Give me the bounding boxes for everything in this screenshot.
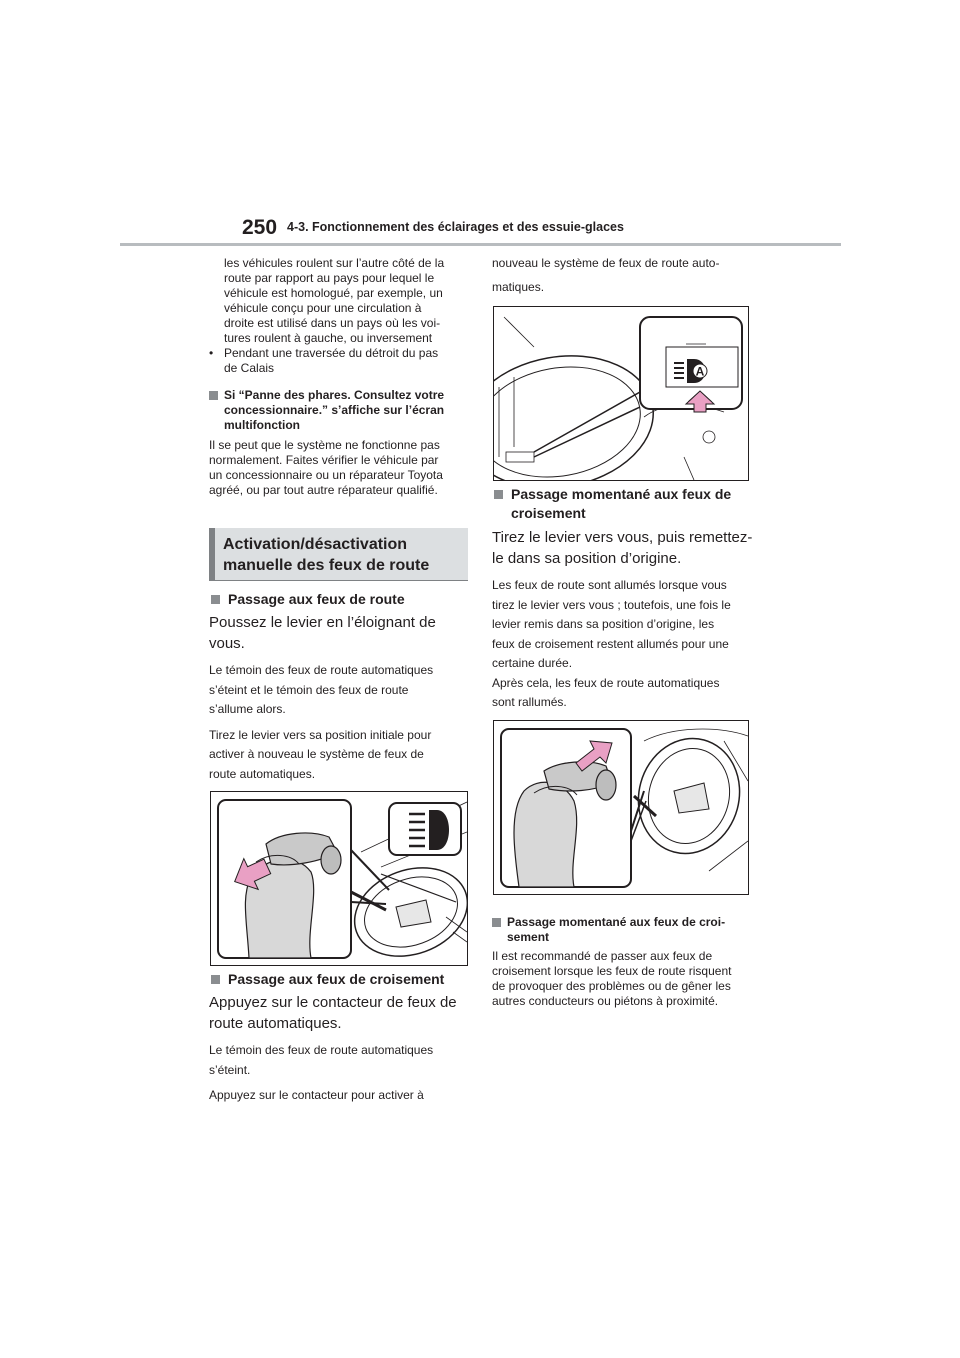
figure-push-lever bbox=[210, 791, 468, 966]
text-line: Le témoin des feux de route automatiques bbox=[209, 1043, 434, 1057]
text-line: Appuyez sur le contacteur pour activer à bbox=[209, 1088, 424, 1102]
text-line: droite est utilisé dans un pays où les voi- bbox=[224, 316, 441, 330]
auto-badge-letter: A bbox=[695, 364, 705, 379]
text-line: levier remis dans sa position d’origine, les bbox=[492, 617, 715, 631]
text-line: concessionnaire.” s’affiche sur l’écran bbox=[224, 403, 445, 417]
square-bullet-icon bbox=[492, 918, 501, 927]
high-beam-heading bbox=[209, 590, 471, 609]
text-line: activer à nouveau le système de feux de bbox=[209, 747, 424, 761]
text-line: route par rapport au pays pour lequel le bbox=[224, 271, 435, 285]
auto-switch-illustration bbox=[494, 307, 748, 480]
text-line: véhicule conçu pour une circulation à bbox=[224, 301, 422, 315]
text-line: feux de croisement restent allumés pour une bbox=[492, 636, 729, 651]
note-heading bbox=[492, 915, 754, 945]
text-line: Appuyez sur le contacteur de feux de bbox=[209, 994, 457, 1011]
text-line: vous. bbox=[209, 635, 245, 652]
note-section bbox=[492, 915, 754, 1009]
text-line: matiques. bbox=[492, 279, 545, 294]
text-line: sont rallumés. bbox=[492, 695, 567, 709]
low-beam-instruction bbox=[209, 992, 471, 1034]
square-bullet-icon bbox=[209, 391, 218, 400]
note-body bbox=[492, 949, 754, 1009]
text-line: certaine durée. bbox=[492, 656, 573, 670]
continued-paragraph bbox=[209, 256, 471, 346]
heading-text: Passage aux feux de route bbox=[228, 591, 405, 607]
text-line: Tirez le levier vers vous, puis remettez- bbox=[492, 529, 753, 546]
header-rule bbox=[120, 243, 841, 246]
text-line: autres conducteurs ou piétons à proximité. bbox=[492, 994, 719, 1008]
high-beam-body bbox=[209, 661, 471, 720]
text-line: de Calais bbox=[224, 361, 275, 375]
figure-pull-lever bbox=[493, 720, 749, 895]
banner-line: Activation/désactivation bbox=[223, 536, 408, 553]
text-line: Il se peut que le système ne fonctionne pas bbox=[209, 438, 440, 452]
text-line: s’allume alors. bbox=[209, 702, 286, 716]
text-line: les véhicules roulent sur l’autre côté de la bbox=[224, 256, 445, 270]
text-line: s’éteint et le témoin des feux de route bbox=[209, 682, 409, 697]
high-beam-section bbox=[209, 590, 471, 784]
low-beam-section bbox=[209, 970, 471, 1106]
text-line: Les feux de route sont allumés lorsque vous bbox=[492, 578, 727, 592]
push-lever-illustration bbox=[211, 792, 467, 965]
text-line: croisement lorsque les feux de route risquent bbox=[492, 964, 732, 978]
text-line: tures roulent à gauche, ou inversement bbox=[224, 331, 433, 345]
momentary-instruction bbox=[492, 527, 754, 569]
high-beam-body-2 bbox=[209, 726, 471, 785]
text-line: tirez le levier vers vous ; toutefois, une fois le bbox=[492, 597, 731, 612]
text-line: agréé, ou par tout autre réparateur qualifié. bbox=[209, 483, 438, 497]
square-bullet-icon bbox=[494, 490, 503, 499]
text-line: nouveau le système de feux de route auto- bbox=[492, 256, 720, 270]
text-line: Tirez le levier vers sa position initiale pour bbox=[209, 727, 432, 742]
text-line: Après cela, les feux de route automatiques bbox=[492, 675, 720, 690]
momentary-heading bbox=[492, 485, 754, 523]
text-line: Le témoin des feux de route automatiques bbox=[209, 663, 434, 677]
text-line: Pendant une traversée du détroit du pas bbox=[224, 346, 439, 360]
text-line: Il est recommandé de passer aux feux de bbox=[492, 949, 713, 963]
section-title: 4-3. Fonctionnement des éclairages et des essuie-glaces bbox=[287, 220, 624, 234]
heading-text: croisement bbox=[511, 505, 586, 521]
low-beam-body-2 bbox=[209, 1086, 471, 1106]
text-line: route automatiques. bbox=[209, 766, 316, 781]
text-line: de provoquer des problèmes ou de gêner les bbox=[492, 979, 731, 993]
heading-text: Passage aux feux de croisement bbox=[228, 971, 445, 987]
text-line: normalement. Faites vérifier le véhicule par bbox=[209, 453, 439, 467]
banner-line: manuelle des feux de route bbox=[223, 557, 430, 574]
banner-rule bbox=[209, 580, 468, 581]
heading-text: Passage momentané aux feux de bbox=[511, 486, 732, 502]
text-line: s’éteint. bbox=[209, 1062, 251, 1077]
bullet-marker: • bbox=[209, 346, 214, 360]
low-beam-heading bbox=[209, 970, 471, 989]
high-beam-instruction bbox=[209, 612, 471, 654]
text-line: route automatiques. bbox=[209, 1015, 342, 1032]
bullet-item bbox=[209, 346, 471, 376]
right-column-top bbox=[492, 254, 754, 297]
text-line: multifonction bbox=[224, 418, 300, 432]
text-line: le dans sa position d’origine. bbox=[492, 550, 682, 567]
section-banner bbox=[209, 528, 468, 580]
text-line: un concessionnaire ou un réparateur Toyota bbox=[209, 468, 443, 482]
text-line: Poussez le levier en l’éloignant de bbox=[209, 614, 436, 631]
warning-body bbox=[209, 438, 471, 498]
momentary-section bbox=[492, 485, 754, 713]
warning-heading bbox=[209, 388, 471, 433]
page-number: 250 bbox=[242, 216, 278, 239]
text-line: sement bbox=[507, 930, 550, 944]
text-line: Si “Panne des phares. Consultez votre bbox=[224, 388, 445, 402]
text-line: Passage momentané aux feux de croi- bbox=[507, 915, 726, 929]
square-bullet-icon bbox=[211, 595, 220, 604]
left-column-top bbox=[209, 256, 471, 498]
low-beam-body bbox=[209, 1041, 471, 1080]
momentary-body bbox=[492, 576, 754, 713]
figure-auto-switch bbox=[493, 306, 749, 481]
pull-lever-illustration bbox=[494, 721, 748, 894]
square-bullet-icon bbox=[211, 975, 220, 984]
text-line: véhicule est homologué, par exemple, un bbox=[224, 286, 443, 300]
